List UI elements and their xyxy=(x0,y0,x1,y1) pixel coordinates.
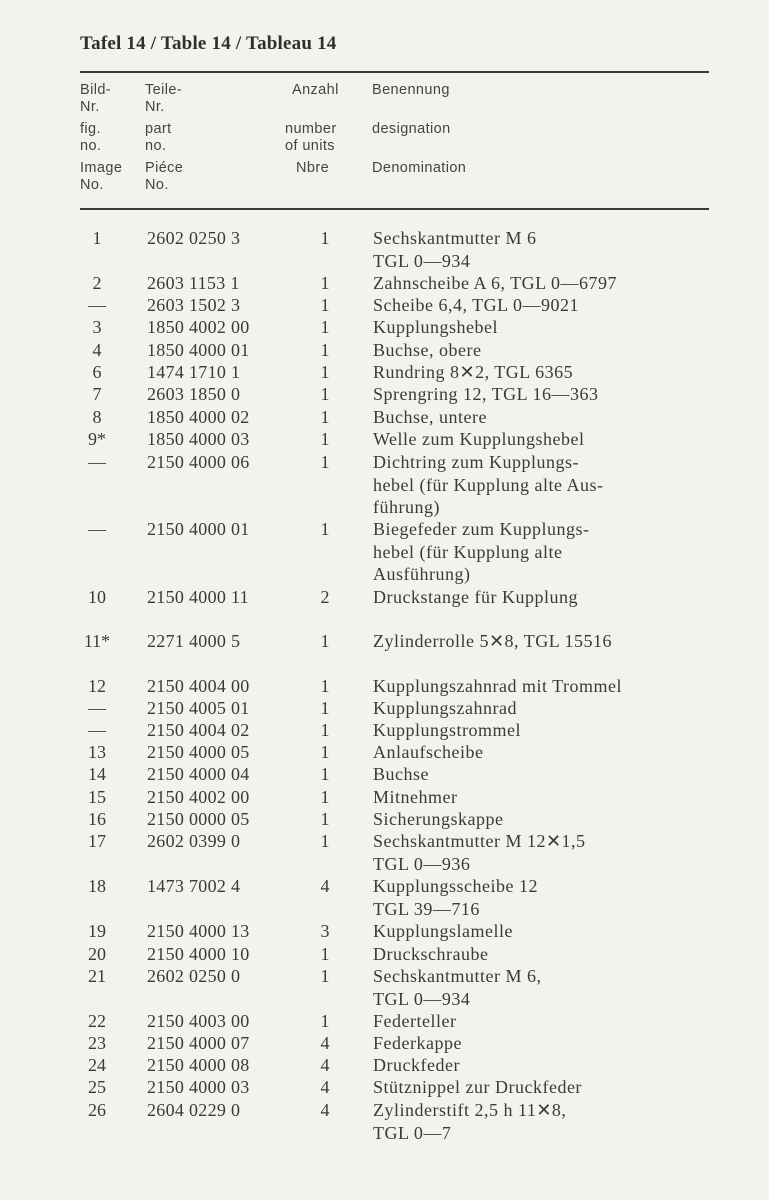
designation-continuation: TGL 0—934 xyxy=(373,250,471,271)
quantity: 1 xyxy=(320,787,330,807)
part-number: 1850 4002 00 xyxy=(147,317,250,337)
image-number: 4 xyxy=(92,340,102,360)
image-number: 19 xyxy=(88,921,106,941)
part-number: 1473 7002 4 xyxy=(147,876,241,896)
quantity: 1 xyxy=(320,966,330,986)
quantity: 1 xyxy=(320,676,330,696)
designation-continuation: TGL 39—716 xyxy=(373,898,480,919)
part-number: 2603 1153 1 xyxy=(147,273,240,293)
header-part-en: part no. xyxy=(145,121,172,154)
part-number: 1850 4000 02 xyxy=(147,407,250,427)
table-row xyxy=(0,808,769,830)
designation-continuation: TGL 0—936 xyxy=(373,853,471,874)
page-title: Tafel 14 / Table 14 / Tableau 14 xyxy=(80,33,337,54)
quantity: 1 xyxy=(320,698,330,718)
table-row xyxy=(0,518,769,584)
quantity: 1 xyxy=(320,384,330,404)
header-bottom-rule xyxy=(80,208,709,210)
image-number: 10 xyxy=(88,587,106,607)
header-name-fr: Denomination xyxy=(372,160,467,176)
table-row xyxy=(0,361,769,383)
designation-continuation: hebel (für Kupplung alte xyxy=(373,541,563,562)
image-number: — xyxy=(88,698,106,718)
designation: Sprengring 12, TGL 16—363 xyxy=(373,384,599,404)
designation-continuation: Ausführung) xyxy=(373,564,471,584)
part-number: 2603 1502 3 xyxy=(147,295,241,315)
designation: Sechskantmutter M 6 xyxy=(373,228,537,248)
header-image-de: Bild- Nr. xyxy=(80,82,112,115)
designation-continuation: TGL 0—934 xyxy=(373,988,471,1009)
image-number: 18 xyxy=(88,876,106,896)
designation: Zahnscheibe A 6, TGL 0—6797 xyxy=(373,273,617,293)
table-row xyxy=(0,272,769,294)
designation: Biegefeder zum Kupplungs- xyxy=(373,519,590,539)
quantity: 2 xyxy=(320,587,330,607)
designation: Stütznippel zur Druckfeder xyxy=(373,1077,582,1097)
table-row xyxy=(0,428,769,450)
table-row xyxy=(0,227,769,271)
image-number: 12 xyxy=(88,676,106,696)
designation: Rundring 8✕2, TGL 6365 xyxy=(373,362,574,382)
part-number: 2602 0399 0 xyxy=(147,831,241,851)
image-number: 24 xyxy=(88,1055,106,1075)
image-number: 14 xyxy=(88,764,106,784)
image-number: 26 xyxy=(88,1100,106,1120)
header-image-en: fig. no. xyxy=(80,121,102,154)
image-number: 13 xyxy=(88,742,106,762)
part-number: 2604 0229 0 xyxy=(147,1100,241,1120)
designation: Kupplungslamelle xyxy=(373,921,513,941)
table-row xyxy=(0,943,769,965)
part-number: 1474 1710 1 xyxy=(147,362,241,382)
header-part-de: Teile- Nr. xyxy=(145,82,183,115)
quantity: 1 xyxy=(320,362,330,382)
designation: Druckstange für Kupplung xyxy=(373,587,578,607)
quantity: 1 xyxy=(320,340,330,360)
designation: Kupplungszahnrad mit Trommel xyxy=(373,676,622,696)
part-number: 2150 4000 04 xyxy=(147,764,250,784)
part-number: 2150 4000 03 xyxy=(147,1077,250,1097)
part-number: 2271 4000 5 xyxy=(147,631,241,651)
table-row xyxy=(0,719,769,741)
header-name-en: designation xyxy=(372,121,451,137)
designation: Sicherungskappe xyxy=(373,809,504,829)
quantity: 1 xyxy=(320,944,330,964)
designation: Scheibe 6,4, TGL 0—9021 xyxy=(373,295,579,315)
designation: Anlaufscheibe xyxy=(373,742,484,762)
designation: Buchse, obere xyxy=(373,340,482,360)
header-name-de: Benennung xyxy=(372,82,450,98)
designation: Dichtring zum Kupplungs- xyxy=(373,452,579,472)
quantity: 1 xyxy=(320,429,330,449)
image-number: 22 xyxy=(88,1011,106,1031)
table-row xyxy=(0,1054,769,1076)
part-number: 2150 4000 01 xyxy=(147,519,250,539)
designation: Federkappe xyxy=(373,1033,462,1053)
table-row xyxy=(0,1099,769,1143)
image-number: 16 xyxy=(88,809,106,829)
part-number: 2150 4000 07 xyxy=(147,1033,250,1053)
table-row xyxy=(0,339,769,361)
image-number: 11* xyxy=(83,631,111,651)
image-number: 23 xyxy=(88,1033,106,1053)
table-row xyxy=(0,920,769,942)
part-number: 2150 4005 01 xyxy=(147,698,250,718)
quantity: 3 xyxy=(320,921,330,941)
table-row xyxy=(0,830,769,874)
part-number: 2150 4003 00 xyxy=(147,1011,250,1031)
image-number: 21 xyxy=(88,966,106,986)
table-row xyxy=(0,630,769,652)
quantity: 4 xyxy=(320,1077,330,1097)
part-number: 2150 4004 00 xyxy=(147,676,250,696)
part-number: 1850 4000 01 xyxy=(147,340,250,360)
part-number: 1850 4000 03 xyxy=(147,429,250,449)
table-row xyxy=(0,786,769,808)
image-number: 2 xyxy=(92,273,102,293)
image-number: 6 xyxy=(92,362,102,382)
table-row xyxy=(0,741,769,763)
designation: Kupplungsscheibe 12 xyxy=(373,876,538,896)
quantity: 1 xyxy=(320,809,330,829)
image-number: — xyxy=(88,519,106,539)
part-number: 2150 4000 11 xyxy=(147,587,249,607)
image-number: 8 xyxy=(92,407,102,427)
quantity: 1 xyxy=(320,764,330,784)
quantity: 1 xyxy=(320,831,330,851)
quantity: 1 xyxy=(320,720,330,740)
quantity: 4 xyxy=(320,1055,330,1075)
table-row xyxy=(0,316,769,338)
part-number: 2150 0000 05 xyxy=(147,809,250,829)
part-number: 2150 4002 00 xyxy=(147,787,250,807)
designation: Kupplungshebel xyxy=(373,317,498,337)
part-number: 2602 0250 3 xyxy=(147,228,241,248)
designation: Buchse, untere xyxy=(373,407,487,427)
designation-continuation: hebel (für Kupplung alte Aus- xyxy=(373,474,604,495)
quantity: 1 xyxy=(320,317,330,337)
table-row xyxy=(0,763,769,785)
designation: Sechskantmutter M 6, xyxy=(373,966,542,986)
table-row xyxy=(0,406,769,428)
table-row xyxy=(0,965,769,1009)
quantity: 1 xyxy=(320,452,330,472)
header-qty-en: number of units xyxy=(285,121,337,154)
part-number: 2150 4000 13 xyxy=(147,921,250,941)
header-top-rule xyxy=(80,71,709,73)
part-number: 2602 0250 0 xyxy=(147,966,241,986)
table-row xyxy=(0,697,769,719)
designation: Sechskantmutter M 12✕1,5 xyxy=(373,831,586,851)
designation: Kupplungszahnrad xyxy=(373,698,517,718)
part-number: 2150 4000 05 xyxy=(147,742,250,762)
designation: Zylinderstift 2,5 h 11✕8, xyxy=(373,1100,567,1120)
table-row xyxy=(0,675,769,697)
quantity: 1 xyxy=(320,273,330,293)
table-row xyxy=(0,586,769,608)
image-number: 1 xyxy=(92,228,102,248)
part-number: 2150 4004 02 xyxy=(147,720,250,740)
image-number: — xyxy=(88,295,106,315)
quantity: 4 xyxy=(320,876,330,896)
header-part-fr: Piéce No. xyxy=(145,160,184,193)
header-qty-de: Anzahl xyxy=(292,82,339,98)
designation: Kupplungstrommel xyxy=(373,720,521,740)
designation: Druckschraube xyxy=(373,944,489,964)
part-number: 2150 4000 06 xyxy=(147,452,250,472)
image-number: 20 xyxy=(88,944,106,964)
image-number: 15 xyxy=(88,787,106,807)
table-row xyxy=(0,1010,769,1032)
designation: Federteller xyxy=(373,1011,457,1031)
designation: Druckfeder xyxy=(373,1055,460,1075)
table-row xyxy=(0,1076,769,1098)
quantity: 1 xyxy=(320,631,330,651)
image-number: 25 xyxy=(88,1077,106,1097)
quantity: 1 xyxy=(320,742,330,762)
quantity: 1 xyxy=(320,295,330,315)
table-row xyxy=(0,1032,769,1054)
designation: Zylinderrolle 5✕8, TGL 15516 xyxy=(373,631,613,651)
part-number: 2603 1850 0 xyxy=(147,384,241,404)
header-qty-fr: Nbre xyxy=(296,160,330,176)
table-row xyxy=(0,451,769,517)
table-row xyxy=(0,383,769,405)
quantity: 1 xyxy=(320,519,330,539)
quantity: 1 xyxy=(320,1011,330,1031)
image-number: — xyxy=(88,452,106,472)
table-row xyxy=(0,294,769,316)
designation: Buchse xyxy=(373,764,429,784)
image-number: 9* xyxy=(88,429,106,449)
quantity: 4 xyxy=(320,1033,330,1053)
image-number: 3 xyxy=(92,317,102,337)
image-number: — xyxy=(88,720,106,740)
designation-continuation: führung) xyxy=(373,497,440,517)
quantity: 1 xyxy=(320,228,330,248)
image-number: 17 xyxy=(88,831,106,851)
table-row xyxy=(0,875,769,919)
quantity: 1 xyxy=(320,407,330,427)
designation: Welle zum Kupplungshebel xyxy=(373,429,585,449)
part-number: 2150 4000 08 xyxy=(147,1055,250,1075)
image-number: 7 xyxy=(92,384,102,404)
designation-continuation: TGL 0—7 xyxy=(373,1122,452,1143)
quantity: 4 xyxy=(320,1100,330,1120)
part-number: 2150 4000 10 xyxy=(147,944,250,964)
designation: Mitnehmer xyxy=(373,787,458,807)
header-image-fr: Image No. xyxy=(80,160,123,193)
